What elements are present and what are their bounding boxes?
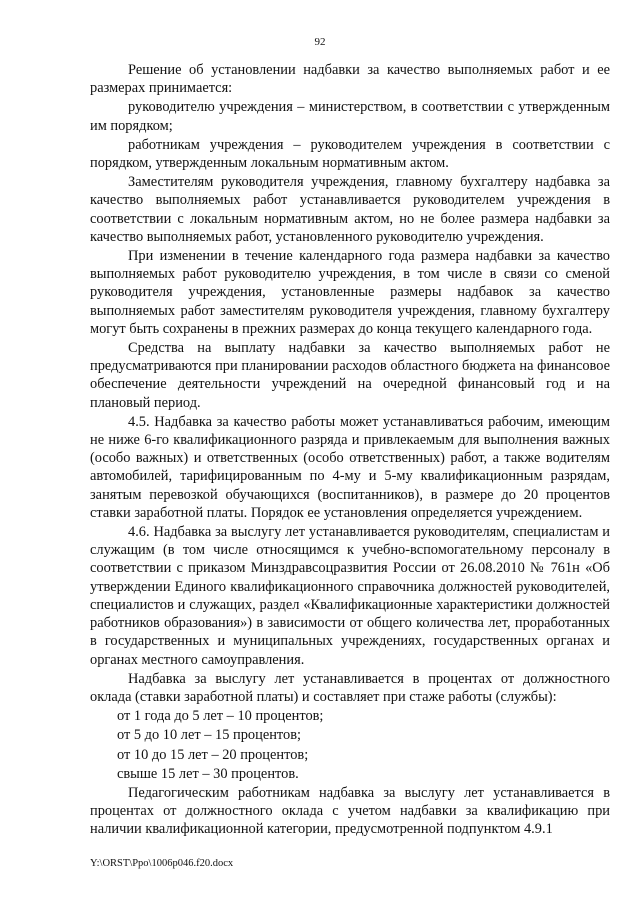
paragraph: Решение об установлении надбавки за качество выполняемых работ и ее размерах принимается: <box>90 62 610 97</box>
paragraph: работникам учреждения – руководителем учреждения в соответствии с порядком, утвержденным локальным нормативным актом. <box>90 136 610 172</box>
paragraph: Средства на выплату надбавки за качество выполняемых работ не предусматриваются при планировании расходов областного бюджета на финансовое обеспечение деятельности учреждений на очередной финансовый год и на плановый период. <box>90 340 610 411</box>
paragraph: 4.6. Надбавка за выслугу лет устанавливается руководителям, специалистам и служащим (в том числе относящимся к учебно-вспомогательному персоналу в соответствии с приказом Минздравсоцразвития России от 26.08.2010 № 761н «Об утверждении Единого квалификационного справочника должностей руководителей, специалистов и служащих, раздел «Квалификационные характеристики должностей работников образования») в зависимости от общего количества лет, проработанных в государственных и муниципальных учреждениях, государственных органах и органах местного самоуправления. <box>90 524 610 668</box>
paragraph: 4.5. Надбавка за качество работы может устанавливаться рабочим, имеющим не ниже 6-го квалификационного разряда и привлекаемым для выполнения важных (особо важных) и ответственных (особо ответственных) работ, а также водителям автомобилей, тарифицированным по 4-му и 5-му квалификационным разрядам, занятым перевозкой обучающихся (воспитанников), в размере до 20 процентов ставки заработной платы. Порядок ее установления определяется учреждением. <box>90 413 610 521</box>
paragraph: руководителю учреждения – министерством, в соответствии с утвержденным им порядком; <box>90 99 610 134</box>
list-item: от 5 до 10 лет – 15 процентов; <box>117 727 301 744</box>
page-number: 92 <box>314 36 326 48</box>
paragraph: При изменении в течение календарного года размера надбавки за качество выполняемых работ руководителю учреждения, в том числе в связи со сменой руководителя учреждения, установленные размеры надбавок за качество выполняемых работ заместителям руководителя учреждения, главному бухгалтеру могут быть сохранены в прежних размерах до конца текущего календарного года. <box>90 248 610 337</box>
paragraph: Педагогическим работникам надбавка за выслугу лет устанавливается в процентах от должностного оклада с учетом надбавки за квалификацию при наличии квалификационной категории, предусмотренной подпунктом 4.9.1 <box>90 784 610 838</box>
document-body <box>90 61 610 840</box>
list-item: от 1 года до 5 лет – 10 процентов; <box>117 708 324 725</box>
list-item: от 10 до 15 лет – 20 процентов; <box>117 746 309 763</box>
footer-file-path: Y:\ORST\Ppo\1006p046.f20.docx <box>90 858 234 869</box>
paragraph: Заместителям руководителя учреждения, главному бухгалтеру надбавка за качество выполняемых работ устанавливается руководителем учреждения в соответствии с локальным нормативным актом, но не более размера надбавки за качество выполняемых работ, установленного руководителю учреждения. <box>90 174 610 245</box>
paragraph: Надбавка за выслугу лет устанавливается в процентах от должностного оклада (ставки заработной платы) и составляет при стаже работы (службы): <box>90 670 610 705</box>
list-item: свыше 15 лет – 30 процентов. <box>117 765 299 782</box>
